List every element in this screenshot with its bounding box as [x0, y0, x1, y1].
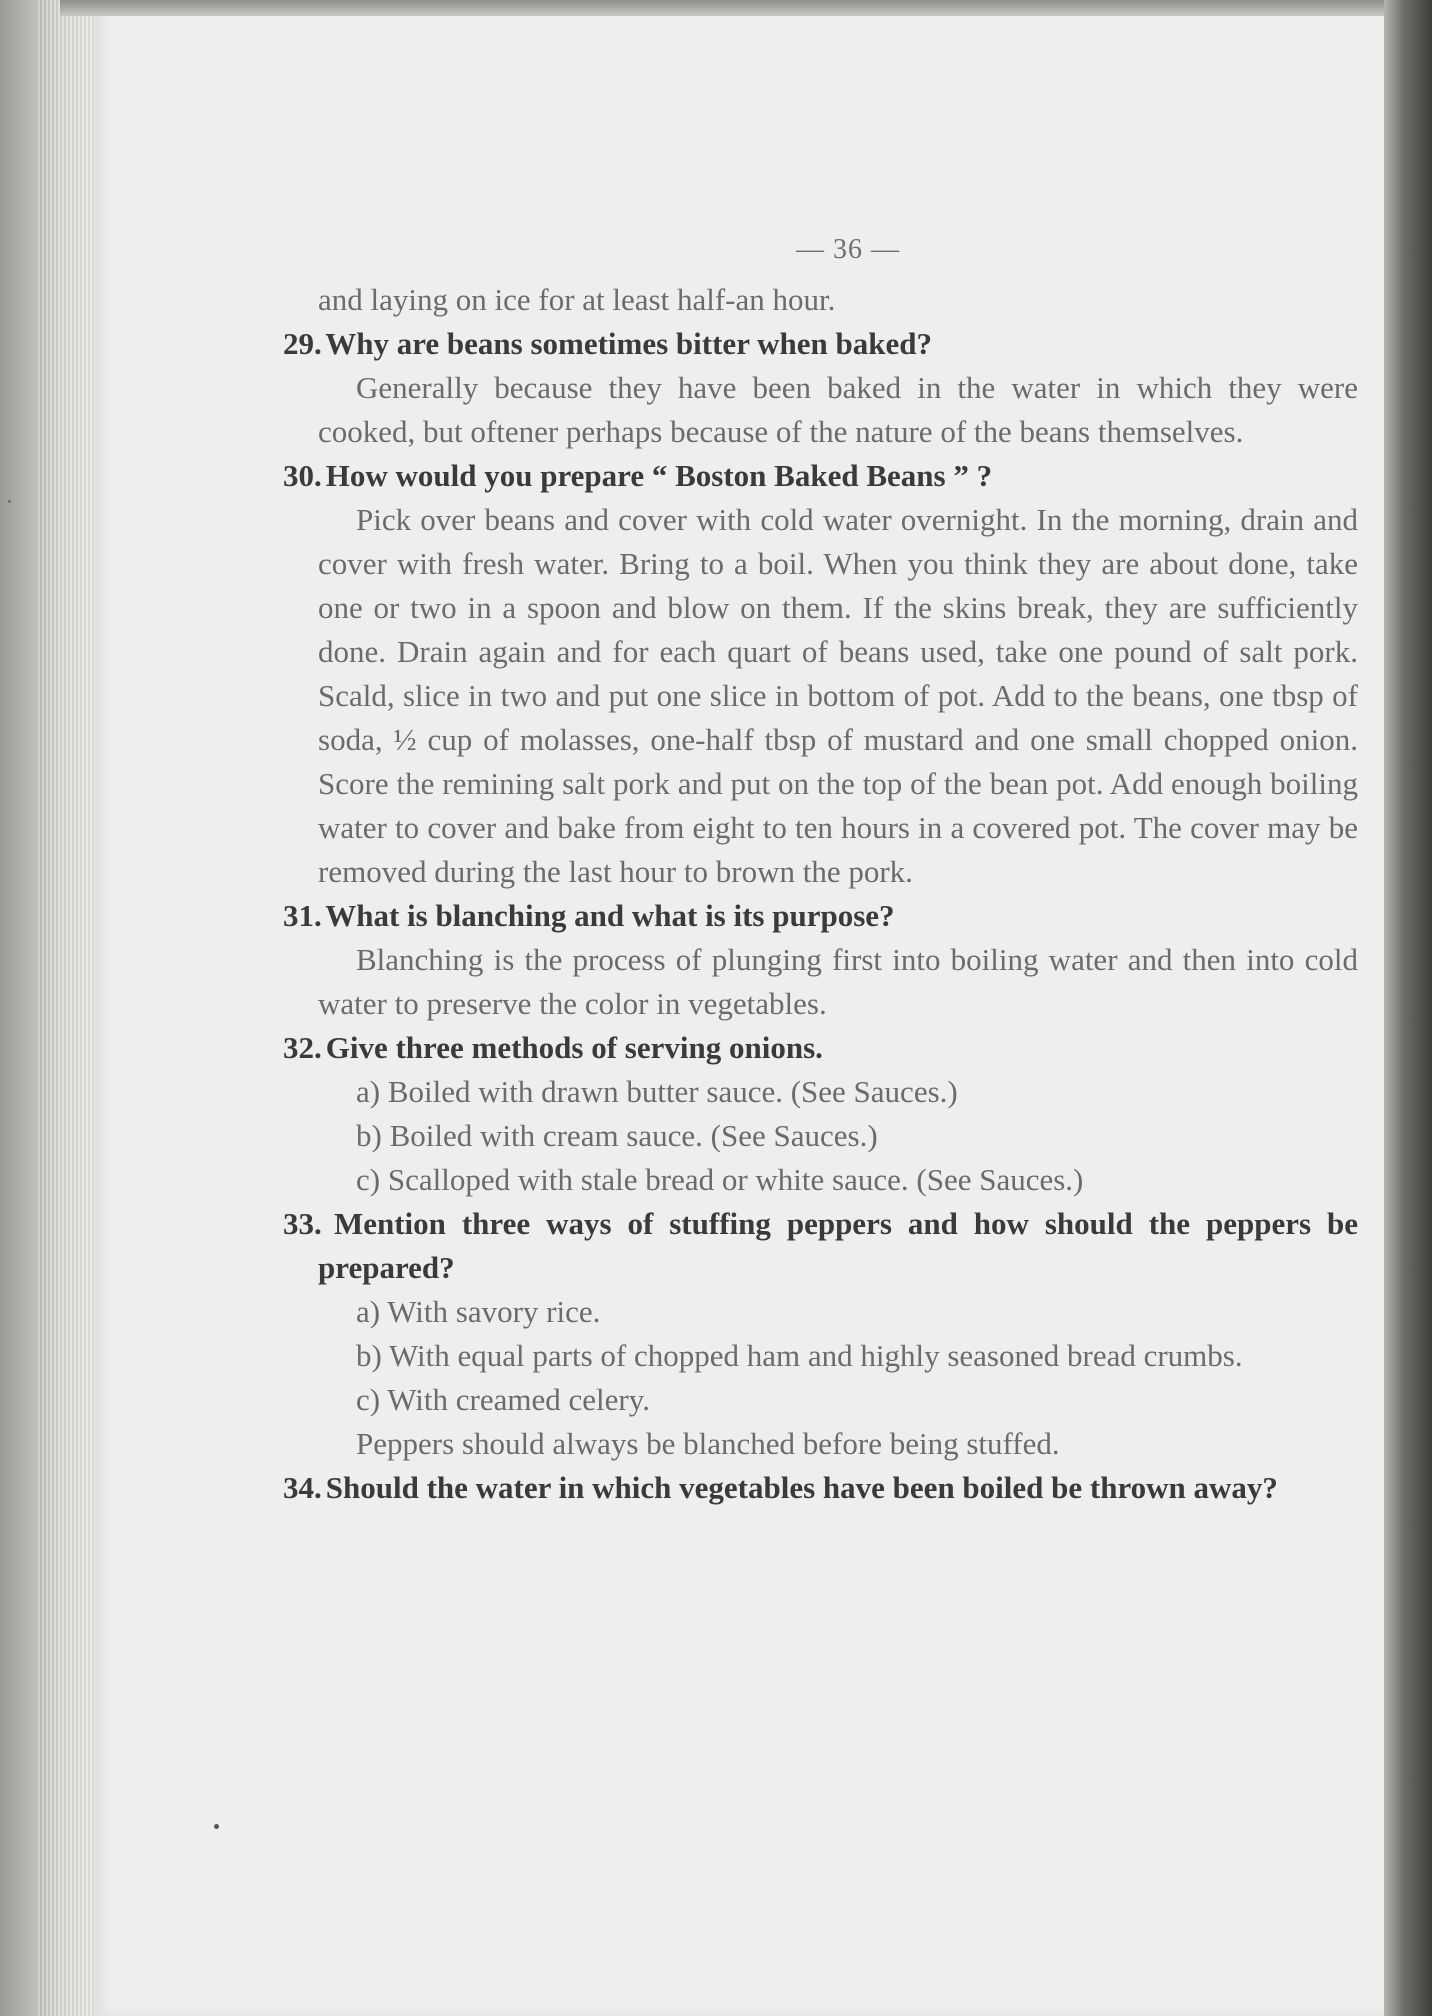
stray-scan-mark	[8, 500, 11, 503]
question-31	[283, 894, 1358, 938]
page-number: — 36 —	[796, 234, 900, 265]
stray-ink-dot	[214, 1824, 219, 1829]
question-text: Should the water in which vegetables have been boiled be thrown away?	[325, 1470, 1278, 1505]
scan-top-edge	[60, 0, 1400, 16]
list-item: b) With equal parts of chopped ham and highly seasoned bread crumbs.	[356, 1338, 1243, 1373]
question-text: Why are beans sometimes bitter when baked?	[325, 326, 933, 361]
page-content	[283, 228, 1358, 1510]
answer-29: Generally because they have been baked in the water in which they were cooked, but oftener perhaps because of the nature of the beans themselves.	[318, 370, 1358, 449]
list-item: a) With savory rice.	[356, 1294, 601, 1329]
question-number: 29.	[283, 326, 322, 361]
question-number: 31.	[283, 898, 322, 933]
answer-33: Peppers should always be blanched before being stuffed.	[356, 1426, 1060, 1461]
question-text: What is blanching and what is its purpose?	[325, 898, 895, 933]
question-number: 30.	[283, 458, 322, 493]
question-number: 32.	[283, 1030, 322, 1065]
list-item: b) Boiled with cream sauce. (See Sauces.)	[356, 1118, 878, 1153]
question-34	[283, 1466, 1358, 1510]
book-page-edges	[38, 0, 98, 2016]
answer-31: Blanching is the process of plunging first into boiling water and then into cold water to preserve the color in vegetables.	[318, 942, 1358, 1021]
list-item: c) Scalloped with stale bread or white sauce. (See Sauces.)	[356, 1162, 1084, 1197]
answer-30: Pick over beans and cover with cold water overnight. In the morning, drain and cover with fresh water. Bring to a boil. When you think they are about done, take one or two in a spoon and blow on them. If the skins break, they are sufficiently done. Drain again and for each quart of beans used, take one pound of salt pork. Scald, slice in two and put one slice in bottom of pot. Add to the beans, one tbsp of soda, ½ cup of molasses, one-half tbsp of mustard and one small chopped onion. Score the remining salt pork and put on the top of the bean pot. Add enough boiling water to cover and bake from eight to ten hours in a covered pot. The cover may be removed during the last hour to brown the pork.	[318, 502, 1358, 889]
question-29	[283, 322, 1358, 366]
question-text: How would you prepare “ Boston Baked Beans ” ?	[325, 458, 993, 493]
question-32	[283, 1026, 1358, 1070]
book-gutter-shadow	[1384, 0, 1432, 2016]
list-item: c) With creamed celery.	[356, 1382, 650, 1417]
question-text: Mention three ways of stuffing peppers and how should the peppers be prepared?	[318, 1206, 1358, 1285]
list-item: a) Boiled with drawn butter sauce. (See Sauces.)	[356, 1074, 958, 1109]
question-30	[283, 454, 1358, 498]
question-text: Give three methods of serving onions.	[325, 1030, 823, 1065]
question-number: 34.	[283, 1470, 322, 1505]
continuation-paragraph: and laying on ice for at least half-an hour.	[318, 282, 836, 317]
question-33	[283, 1202, 1358, 1290]
question-number: 33.	[283, 1206, 322, 1241]
